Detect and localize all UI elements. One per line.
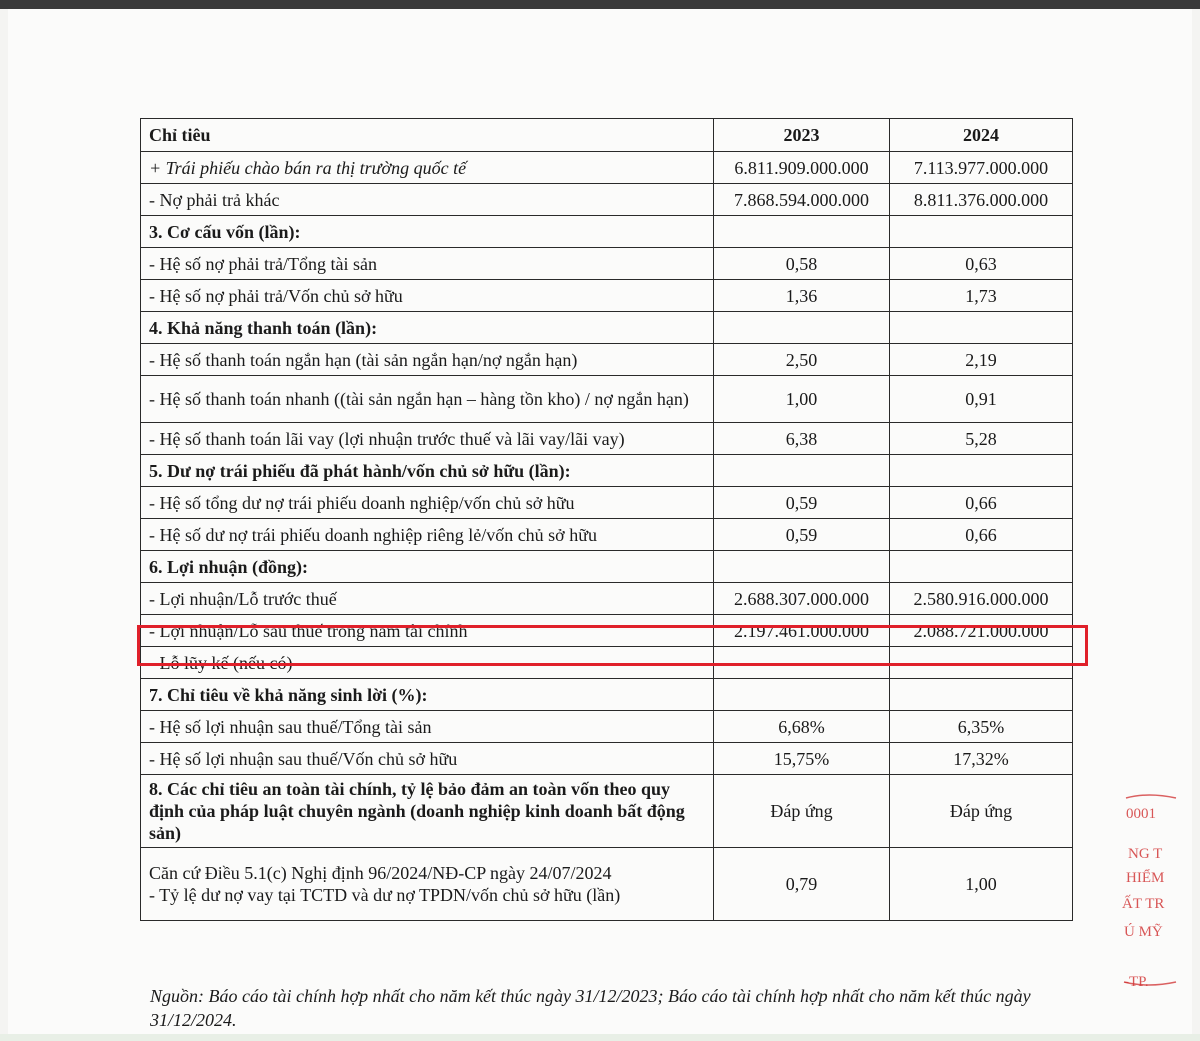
value-2023: 0,59 — [714, 519, 890, 551]
value-2024: 1,73 — [890, 280, 1073, 312]
value-2024 — [890, 455, 1073, 487]
header-indicator: Chỉ tiêu — [141, 119, 714, 152]
row-label: - Lỗ lũy kế (nếu có) — [141, 647, 714, 679]
value-2024: 7.113.977.000.000 — [890, 152, 1073, 184]
header-year-2023: 2023 — [714, 119, 890, 152]
header-year-2024: 2024 — [890, 119, 1073, 152]
highlighted-table-row — [141, 615, 1073, 647]
row-label: - Nợ phải trả khác — [141, 184, 714, 216]
row-label: - Hệ số tổng dư nợ trái phiếu doanh nghiệp/vốn chủ sở hữu — [141, 487, 714, 519]
row-label: - Hệ số thanh toán nhanh ((tài sản ngắn hạn – hàng tồn kho) / nợ ngắn hạn) — [141, 376, 714, 423]
value-2023: 2.688.307.000.000 — [714, 583, 890, 615]
section-row — [141, 455, 1073, 487]
table-row — [141, 583, 1073, 615]
value-2023: 2,50 — [714, 344, 890, 376]
section-heading: 3. Cơ cấu vốn (lần): — [141, 216, 714, 248]
section-row — [141, 679, 1073, 711]
value-2023: 2.197.461.000.000 — [714, 615, 890, 647]
row-label: - Hệ số nợ phải trả/Vốn chủ sở hữu — [141, 280, 714, 312]
value-2024: 0,66 — [890, 487, 1073, 519]
value-2023 — [714, 312, 890, 344]
table-row — [141, 647, 1073, 679]
section-row — [141, 312, 1073, 344]
table-row — [141, 711, 1073, 743]
row-label: - Hệ số dư nợ trái phiếu doanh nghiệp riêng lẻ/vốn chủ sở hữu — [141, 519, 714, 551]
stamp-line: Ú MỸ — [1124, 924, 1163, 940]
row-label: - Hệ số thanh toán ngắn hạn (tài sản ngắn hạn/nợ ngắn hạn) — [141, 344, 714, 376]
value-2024: 0,66 — [890, 519, 1073, 551]
value-2024 — [890, 312, 1073, 344]
value-2023: 0,58 — [714, 248, 890, 280]
value-2023 — [714, 216, 890, 248]
value-2024: 2,19 — [890, 344, 1073, 376]
value-2024: 1,00 — [890, 848, 1073, 921]
table-row — [141, 376, 1073, 423]
value-2024: 8.811.376.000.000 — [890, 184, 1073, 216]
table-row — [141, 423, 1073, 455]
stamp-line: HIỂM — [1126, 870, 1165, 886]
table-row — [141, 280, 1073, 312]
value-2024 — [890, 216, 1073, 248]
table-row — [141, 519, 1073, 551]
row-label: - Hệ số nợ phải trả/Tổng tài sản — [141, 248, 714, 280]
row-label: + Trái phiếu chào bán ra thị trường quốc tế — [141, 152, 714, 184]
section-heading: 7. Chỉ tiêu về khả năng sinh lời (%): — [141, 679, 714, 711]
value-2023: 1,36 — [714, 280, 890, 312]
table-row — [141, 248, 1073, 280]
row-label: - Lợi nhuận/Lỗ trước thuế — [141, 583, 714, 615]
value-2024: 5,28 — [890, 423, 1073, 455]
value-2023: 6.811.909.000.000 — [714, 152, 890, 184]
section-heading: 6. Lợi nhuận (đồng): — [141, 551, 714, 583]
value-2023: 6,68% — [714, 711, 890, 743]
table-row — [141, 152, 1073, 184]
table-row — [141, 344, 1073, 376]
row-label: - Hệ số lợi nhuận sau thuế/Vốn chủ sở hữu — [141, 743, 714, 775]
table-row — [141, 743, 1073, 775]
table-header-row — [141, 119, 1073, 152]
value-2024: 6,35% — [890, 711, 1073, 743]
row-label: - Hệ số thanh toán lãi vay (lợi nhuận trước thuế và lãi vay/lãi vay) — [141, 423, 714, 455]
stamp-line: NG T — [1128, 846, 1163, 862]
value-2024: - — [890, 647, 1073, 679]
value-2023 — [714, 551, 890, 583]
section-heading: 8. Các chỉ tiêu an toàn tài chính, tỷ lệ bảo đảm an toàn vốn theo quy định của pháp luật chuyên ngành (doanh nghiệp kinh doanh bất động sản) — [141, 775, 714, 848]
row-label — [141, 848, 714, 921]
table-row — [141, 487, 1073, 519]
section-row — [141, 551, 1073, 583]
value-2024: 0,91 — [890, 376, 1073, 423]
stamp-line: ẤT TR — [1122, 896, 1165, 912]
value-2024: 0,63 — [890, 248, 1073, 280]
stamp-line: -TP. — [1124, 974, 1149, 990]
row-label: - Lợi nhuận/Lỗ sau thuế trong năm tài chính — [141, 615, 714, 647]
section-heading: 4. Khả năng thanh toán (lần): — [141, 312, 714, 344]
value-2024: 2.088.721.000.000 — [890, 615, 1073, 647]
value-2023 — [714, 679, 890, 711]
value-2024 — [890, 679, 1073, 711]
row-label: - Hệ số lợi nhuận sau thuế/Tổng tài sản — [141, 711, 714, 743]
value-2023: 15,75% — [714, 743, 890, 775]
value-2023: 1,00 — [714, 376, 890, 423]
bottom-strip — [0, 1034, 1200, 1041]
row-label-line-2: - Tỷ lệ dư nợ vay tại TCTD và dư nợ TPDN/vốn chủ sở hữu (lần) — [149, 885, 621, 905]
value-2024 — [890, 551, 1073, 583]
table-row — [141, 184, 1073, 216]
section-row — [141, 775, 1073, 848]
row-label-line-1: Căn cứ Điều 5.1(c) Nghị định 96/2024/NĐ-CP ngày 24/07/2024 — [149, 863, 612, 883]
value-2024: 17,32% — [890, 743, 1073, 775]
value-2023: 0,59 — [714, 487, 890, 519]
section-heading: 5. Dư nợ trái phiếu đã phát hành/vốn chủ sở hữu (lần): — [141, 455, 714, 487]
value-2023: Đáp ứng — [714, 775, 890, 848]
value-2023: 6,38 — [714, 423, 890, 455]
value-2023: - — [714, 647, 890, 679]
value-2024: 2.580.916.000.000 — [890, 583, 1073, 615]
stamp-line: 0001 — [1126, 806, 1156, 822]
financial-indicators-table — [140, 118, 1073, 921]
source-note: Nguồn: Báo cáo tài chính hợp nhất cho năm kết thúc ngày 31/12/2023; Báo cáo tài chính hợp nhất cho năm kết thúc ngày 31/12/2024. — [150, 986, 1031, 1030]
window-top-bar — [0, 0, 1200, 9]
table-row — [141, 848, 1073, 921]
section-row — [141, 216, 1073, 248]
value-2023: 0,79 — [714, 848, 890, 921]
value-2023 — [714, 455, 890, 487]
value-2023: 7.868.594.000.000 — [714, 184, 890, 216]
value-2024: Đáp ứng — [890, 775, 1073, 848]
